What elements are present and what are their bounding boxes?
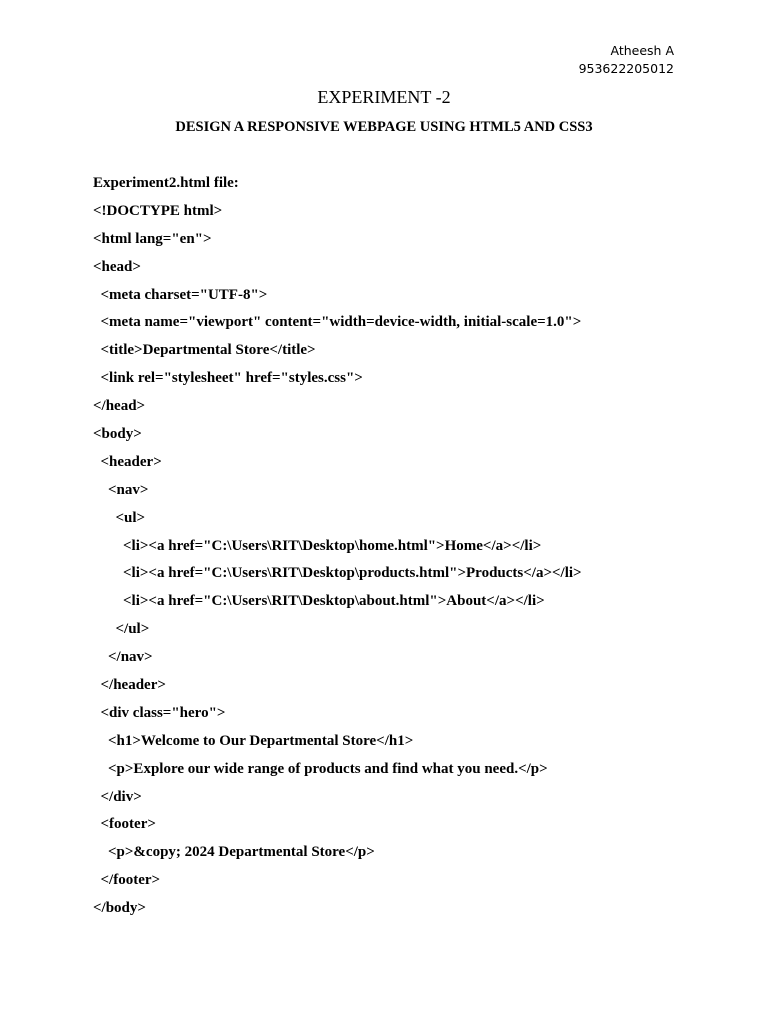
code-line: <li><a href="C:\Users\RIT\Desktop\about.html">About</a></li>	[93, 593, 545, 610]
code-line: </nav>	[93, 649, 153, 666]
code-line: </ul>	[93, 621, 150, 638]
code-line: <body>	[93, 426, 142, 443]
code-line: <header>	[93, 453, 162, 470]
code-listing	[93, 172, 582, 925]
code-line: <!DOCTYPE html>	[93, 202, 223, 219]
code-line: <meta name="viewport" content="width=device-width, initial-scale=1.0">	[93, 314, 582, 331]
code-line: <head>	[93, 258, 141, 275]
document-subtitle: DESIGN A RESPONSIVE WEBPAGE USING HTML5 AND CSS3	[175, 119, 593, 135]
code-line: <li><a href="C:\Users\RIT\Desktop\products.html">Products</a></li>	[93, 565, 582, 582]
code-line: Experiment2.html file:	[93, 175, 239, 191]
author-block	[579, 42, 674, 78]
author-name: Atheesh A	[610, 43, 674, 58]
code-line: <p>Explore our wide range of products and find what you need.</p>	[93, 760, 548, 777]
code-line: <footer>	[93, 816, 156, 833]
code-line: <ul>	[93, 509, 146, 526]
code-line: <p>&copy; 2024 Departmental Store</p>	[93, 844, 375, 861]
code-line: </head>	[93, 398, 146, 415]
code-line: <title>Departmental Store</title>	[93, 342, 316, 359]
code-line: </body>	[93, 900, 146, 917]
code-line: <link rel="stylesheet" href="styles.css">	[93, 370, 363, 387]
author-id: 953622205012	[578, 61, 674, 76]
code-line: </footer>	[93, 872, 161, 889]
code-line: <div class="hero">	[93, 704, 226, 721]
code-line: <li><a href="C:\Users\RIT\Desktop\home.html">Home</a></li>	[93, 537, 542, 554]
code-line: <h1>Welcome to Our Departmental Store</h1>	[93, 732, 414, 749]
code-line: </div>	[93, 788, 142, 805]
code-line: <nav>	[93, 481, 149, 498]
code-line: </header>	[93, 677, 166, 694]
document-title: EXPERIMENT -2	[317, 87, 451, 107]
code-line: <html lang="en">	[93, 230, 212, 247]
code-line: <meta charset="UTF-8">	[93, 286, 268, 303]
